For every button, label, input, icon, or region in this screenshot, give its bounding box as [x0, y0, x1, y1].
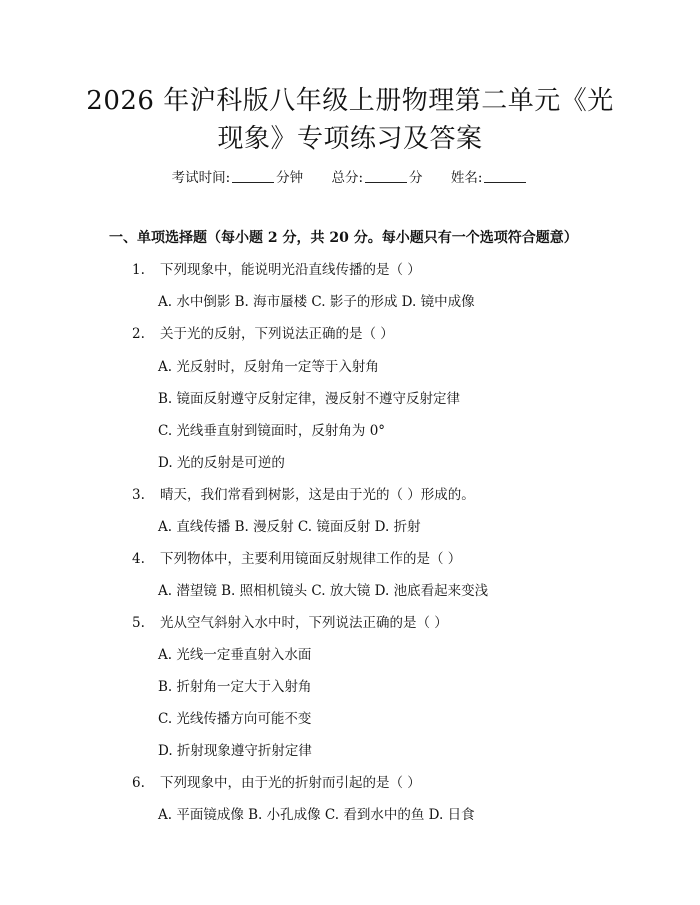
option-line: B. 折射角一定大于入射角 [158, 679, 312, 695]
page-title-line-2: 现象》专项练习及答案 [217, 124, 483, 154]
option-line: A. 直线传播 B. 漫反射 C. 镜面反射 D. 折射 [158, 519, 421, 535]
time-field [172, 170, 308, 186]
time-blank[interactable] [232, 168, 274, 183]
option-line: B. 镜面反射遵守反射定律，漫反射不遵守反射定律 [158, 391, 461, 407]
option-line: C. 光线传播方向可能不变 [158, 711, 312, 727]
name-blank[interactable] [484, 168, 526, 183]
option-line: A. 潜望镜 B. 照相机镜头 C. 放大镜 D. 池底看起来变浅 [158, 583, 489, 599]
question-text: 下列现象中，能说明光沿直线传播的是（ ） [160, 262, 421, 278]
question-number: 6. [132, 775, 145, 791]
question-number: 5. [132, 615, 145, 631]
score-label: 总分: [331, 170, 364, 186]
question-number: 1. [132, 262, 145, 278]
option-line: A. 平面镜成像 B. 小孔成像 C. 看到水中的鱼 D. 日食 [158, 807, 475, 823]
time-label: 考试时间: [171, 170, 231, 186]
score-blank[interactable] [365, 168, 407, 183]
page-title-line-1: 2026 年沪科版八年级上册物理第二单元《光 [86, 86, 614, 116]
question-text: 晴天，我们常看到树影，这是由于光的（ ）形成的。 [160, 487, 475, 503]
question-text: 下列物体中，主要利用镜面反射规律工作的是（ ） [160, 551, 462, 567]
option-line: A. 光反射时，反射角一定等于入射角 [158, 359, 379, 375]
option-line: A. 水中倒影 B. 海市蜃楼 C. 影子的形成 D. 镜中成像 [158, 294, 475, 310]
option-line: D. 光的反射是可逆的 [158, 455, 285, 471]
question-text: 下列现象中，由于光的折射而引起的是（ ） [160, 775, 421, 791]
name-label: 姓名: [450, 170, 483, 186]
question-number: 4. [132, 551, 145, 567]
question-text: 光从空气斜射入水中时，下列说法正确的是（ ） [160, 615, 448, 631]
question-number: 3. [132, 487, 145, 503]
time-unit: 分钟 [276, 170, 304, 186]
name-field [451, 170, 529, 186]
exam-info-row [0, 168, 700, 188]
score-unit: 分 [409, 170, 423, 186]
option-line: A. 光线一定垂直射入水面 [158, 647, 312, 663]
question-number: 2. [132, 326, 145, 342]
option-line: D. 折射现象遵守折射定律 [158, 743, 312, 759]
option-line: C. 光线垂直射到镜面时，反射角为 0° [158, 423, 386, 439]
question-text: 关于光的反射，下列说法正确的是（ ） [160, 326, 394, 342]
section-heading: 一、单项选择题（每小题 2 分，共 20 分。每小题只有一个选项符合题意） [109, 230, 578, 246]
score-field [331, 170, 426, 186]
